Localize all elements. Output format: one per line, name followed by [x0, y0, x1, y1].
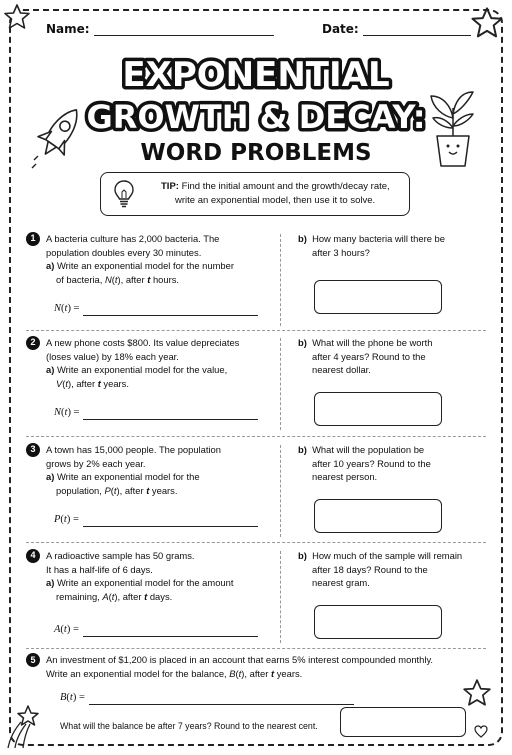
title-line-1: EXPONENTIAL	[122, 55, 390, 95]
shooting-star-icon	[2, 700, 54, 752]
star-icon-bottom-right	[462, 678, 492, 708]
star-icon-top-right	[470, 6, 504, 40]
answer-line-a[interactable]: A(t) =	[54, 623, 258, 637]
title-line-3: WORD PROBLEMS	[140, 140, 372, 166]
title-line-2: GROWTH & DECAY:	[86, 98, 426, 136]
date-field[interactable]: Date:	[322, 22, 471, 36]
title-block	[0, 48, 512, 168]
problem-2: 2 A new phone costs $800. Its value depreciates (loses value) by 18% each year. a) Write an exponential model for the value, V(t), after t years. N(t) = b) What will the phone be worth after 4 years? Round to the nearest dollar.	[26, 336, 486, 431]
name-field[interactable]: Name:	[46, 22, 274, 36]
answer-box-b[interactable]	[314, 605, 442, 639]
answer-line-a[interactable]: N(t) =	[54, 302, 258, 316]
answer-line-a[interactable]: P(t) =	[54, 513, 258, 527]
problem-3: 3 A town has 15,000 people. The population grows by 2% each year. a) Write an exponential model for the population, P(t), after t years. P(t) = b) What will the population be after 10 years? Round to the nearest person.	[26, 443, 486, 538]
answer-box-b[interactable]	[340, 707, 466, 737]
tip-box: TIP: Find the initial amount and the growth/decay rate, write an exponential model, then use it to solve.	[100, 172, 410, 216]
problem-number: 1	[26, 232, 40, 246]
answer-line-a[interactable]: B(t) =	[60, 691, 354, 705]
star-icon-top-left	[3, 3, 31, 31]
problem-4: 4 A radioactive sample has 50 grams. It has a half-life of 6 days. a) Write an exponential model for the amount remaining, A(t), after t days. A(t) = b) How much of the sample will remain after 18 days? Round to the nearest gram.	[26, 549, 486, 644]
heart-icon	[474, 725, 488, 738]
problem-number: 4	[26, 549, 40, 563]
problem-number: 3	[26, 443, 40, 457]
answer-line-a[interactable]: N(t) =	[54, 406, 258, 420]
problem-5: 5 An investment of $1,200 is placed in an account that earns 5% interest compounded monthly. Write an exponential model for the balance, B(t), after t years. B(t) = What will the balance be after 7 years? Round to the nearest cent.	[26, 653, 486, 681]
lightbulb-icon	[113, 179, 135, 209]
problem-1: 1 A bacteria culture has 2,000 bacteria. The population doubles every 30 minutes. a) Write an exponential model for the number of bacteria, N(t), after t hours. N(t) = b) How many bacteria will there be after 3 hours?	[26, 232, 486, 327]
answer-box-b[interactable]	[314, 280, 442, 314]
answer-box-b[interactable]	[314, 499, 442, 533]
problem-number: 5	[26, 653, 40, 667]
problem-number: 2	[26, 336, 40, 350]
answer-box-b[interactable]	[314, 392, 442, 426]
